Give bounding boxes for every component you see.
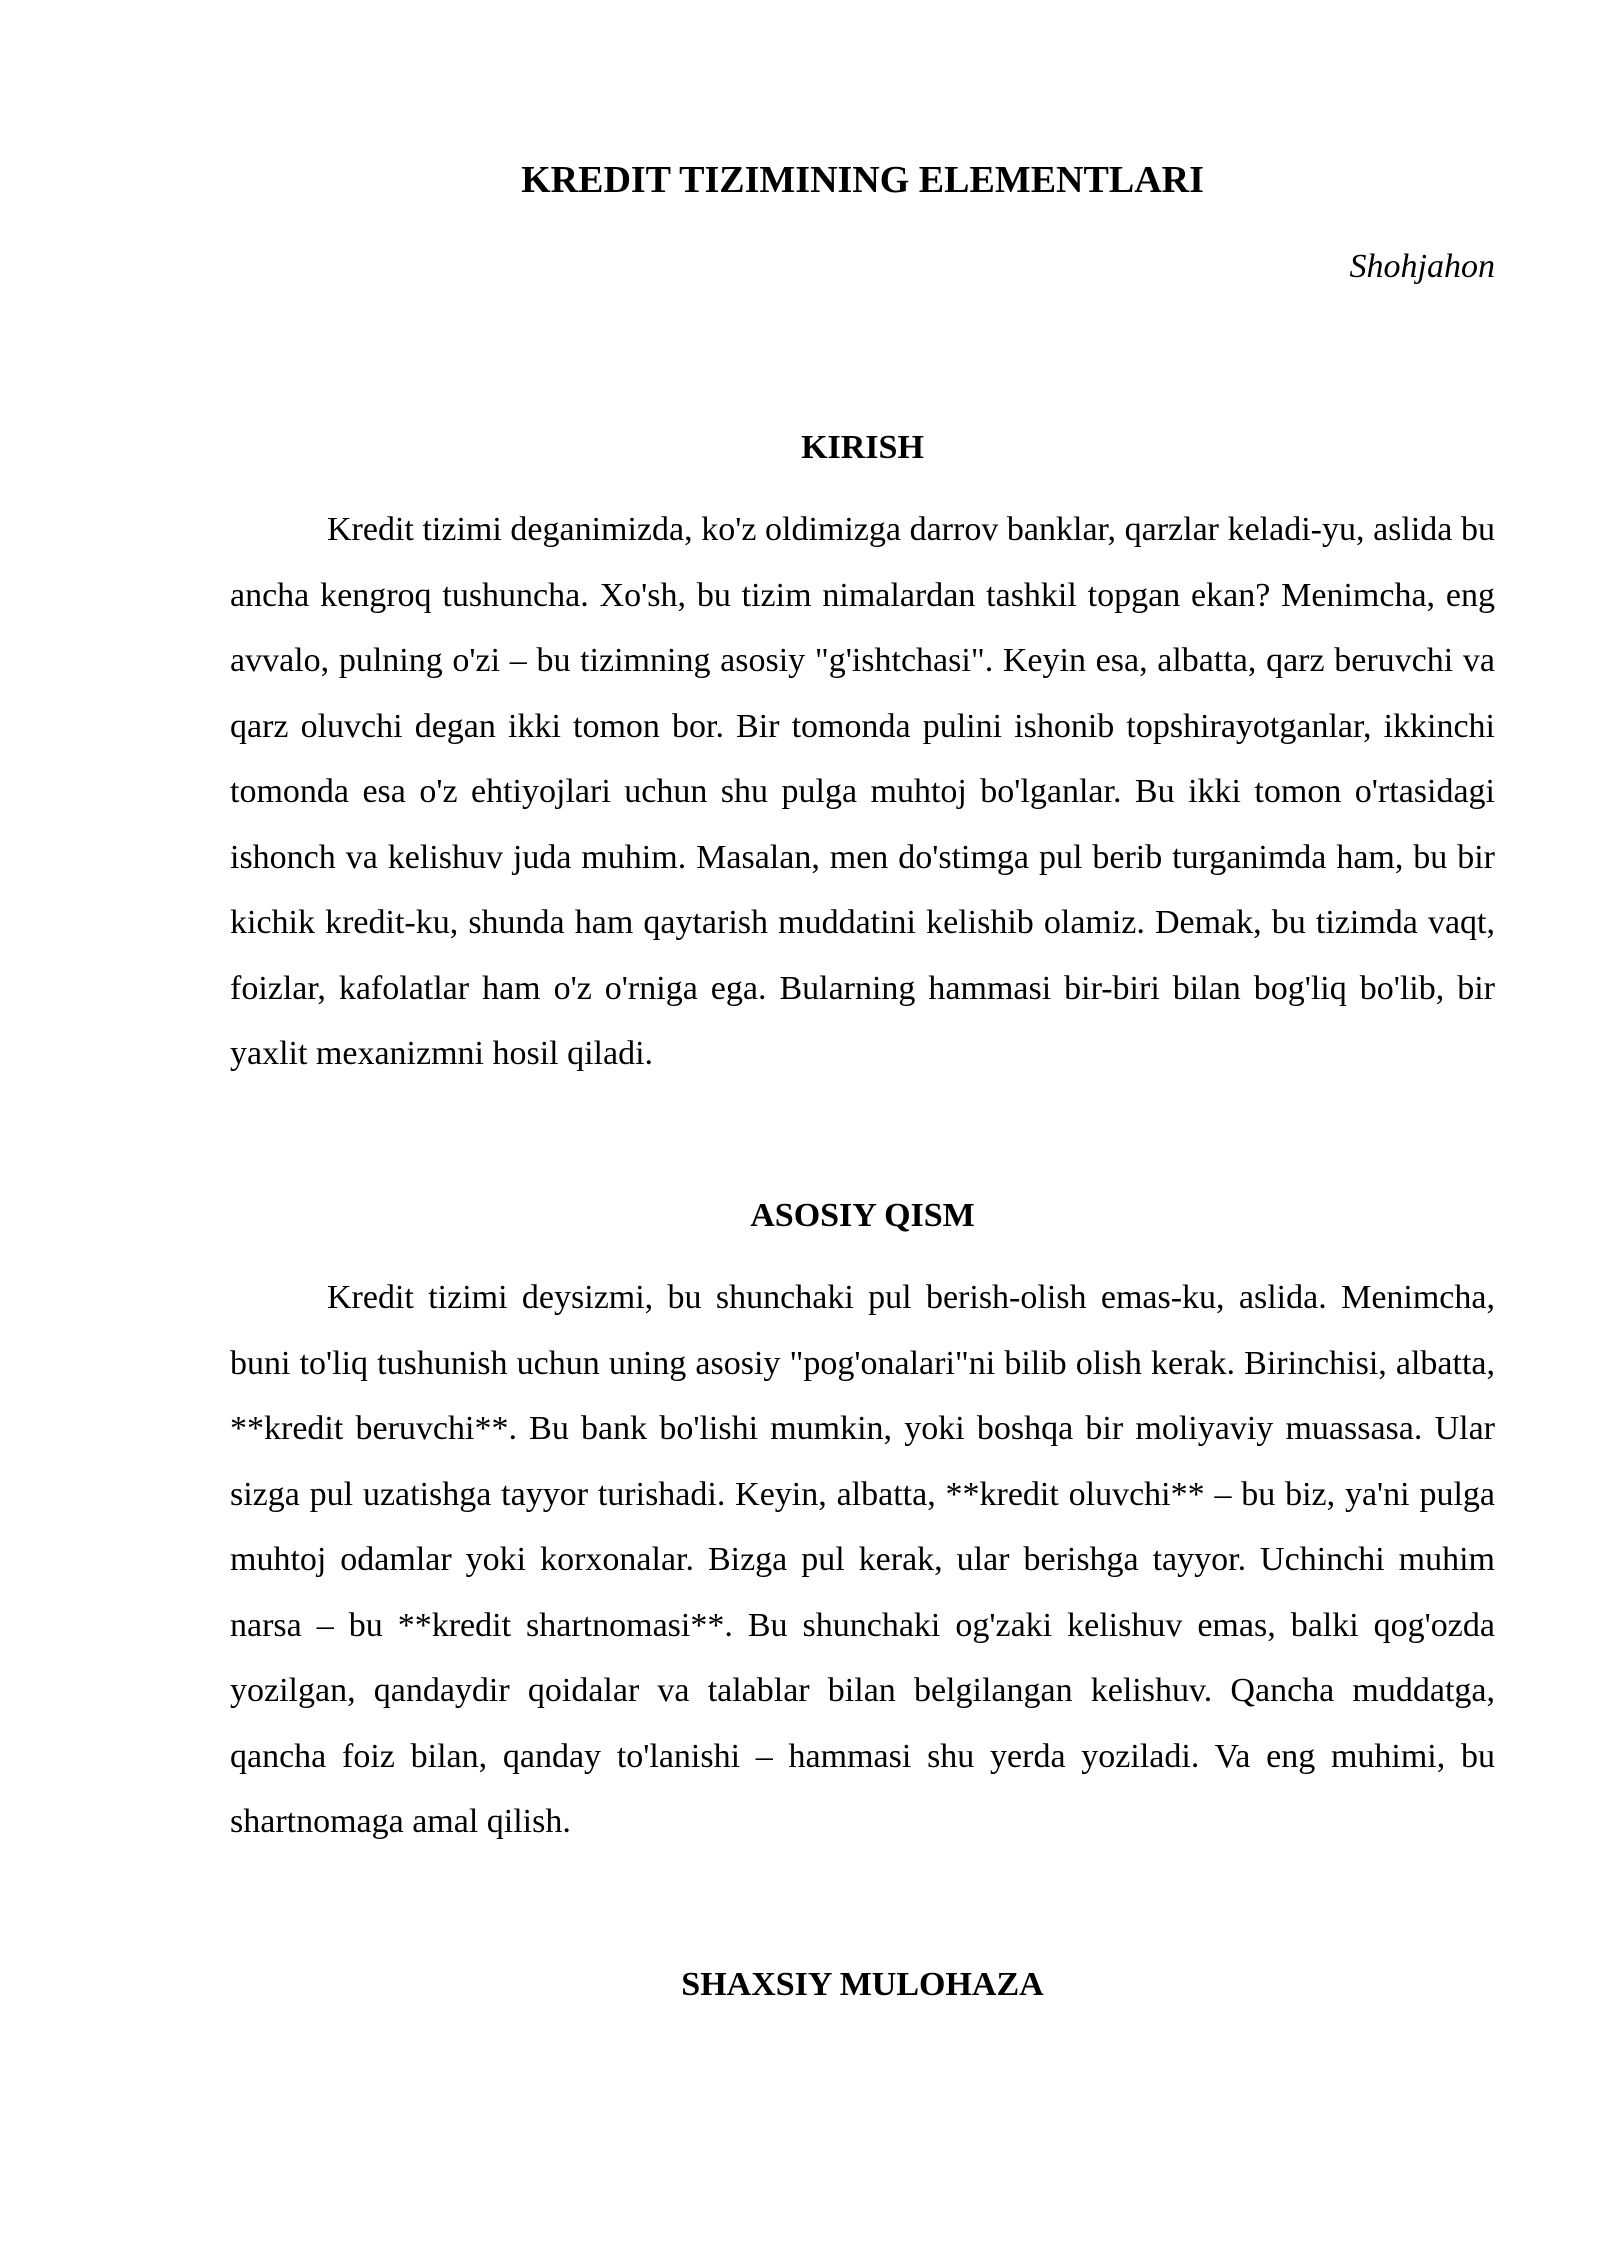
section-paragraph-intro: Kredit tizimi deganimizda, ko'z oldimizga darrov banklar, qarzlar keladi-yu, aslida bu ancha kengroq tushuncha. Xo'sh, bu tizim nimalardan tashkil topgan ekan? Menimcha, eng avvalo, pulning o'zi – bu tizimning asosiy "g'ishtchasi". Keyin esa, albatta, qarz beruvchi va qarz oluvchi degan ikki tomon bor. Bir tomonda pulini ishonib topshirayotganlar, ikkinchi tomonda esa o'z ehtiyojlari uchun shu pulga muhtoj bo'lganlar. Bu ikki tomon o'rtasidagi ishonch va kelishuv juda muhim. Masalan, men do'stimga pul berib turganimda ham, bu bir kichik kredit-ku, shunda ham qaytarish muddatini kelishib olamiz. Demak, bu tizimda vaqt, foizlar, kafolatlar ham o'z o'rniga ega. Bularning hammasi bir-biri bilan bog'liq bo'lib, bir yaxlit mexanizmni hosil qiladi.	[230, 511, 1495, 1072]
section-paragraph-main: Kredit tizimi deysizmi, bu shunchaki pul berish-olish emas-ku, aslida. Menimcha, buni to'liq tushunish uchun uning asosiy "pog'onalari"ni bilib olish kerak. Birinchisi, albatta, **kredit beruvchi**. Bu bank bo'lishi mumkin, yoki boshqa bir moliyaviy muassasa. Ular sizga pul uzatishga tayyor turishadi. Keyin, albatta, **kredit oluvchi** – bu biz, ya'ni pulga muhtoj odamlar yoki korxonalar. Bizga pul kerak, ular berishga tayyor. Uchinchi muhim narsa – bu **kredit shartnomasi**. Bu shunchaki og'zaki kelishuv emas, balki qog'ozda yozilgan, qandaydir qoidalar va talablar bilan belgilangan kelishuv. Qancha muddatga, qancha foiz bilan, qanday to'lanishi – hammasi shu yerda yoziladi. Va eng muhimi, bu shartnomaga amal qilish.	[230, 1279, 1495, 1840]
section-heading-personal: SHAXSIY MULOHAZA	[681, 1966, 1044, 2003]
author-name: Shohjahon	[1349, 248, 1495, 285]
document-title: KREDIT TIZIMINING ELEMENTLARI	[521, 159, 1204, 201]
section-heading-intro: KIRISH	[801, 429, 924, 466]
section-heading-main: ASOSIY QISM	[750, 1197, 975, 1234]
